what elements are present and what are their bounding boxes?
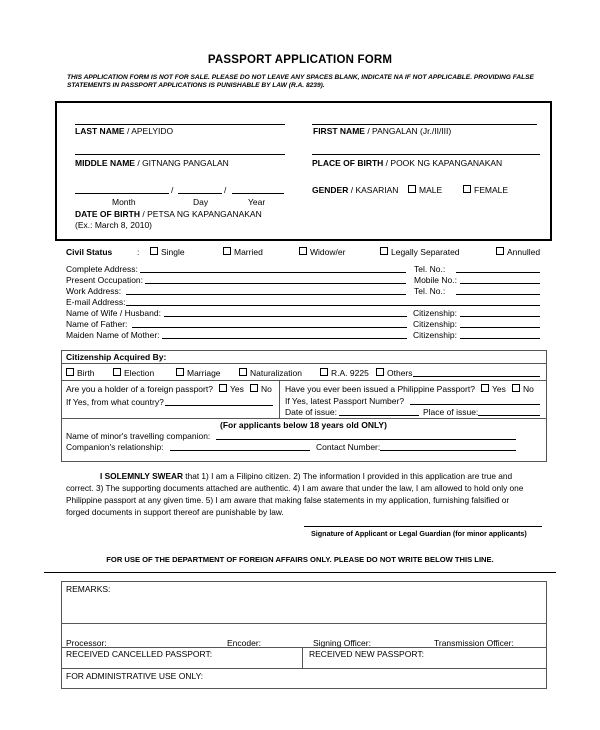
admin-use-label: FOR ADMINISTRATIVE USE ONLY: xyxy=(66,671,204,681)
first-name-label: FIRST NAME / PANGALAN (Jr./II/III) xyxy=(313,126,452,136)
table-column-divider xyxy=(279,380,280,418)
signing-officer-label: Signing Officer: xyxy=(313,638,371,648)
middle-name-field[interactable] xyxy=(75,154,285,155)
companion-name-input[interactable] xyxy=(216,439,516,440)
tel-no-label: Tel. No.: xyxy=(414,264,446,274)
dob-month-label: Month xyxy=(112,197,136,207)
latest-passport-input[interactable] xyxy=(410,404,540,405)
dob-day-field[interactable] xyxy=(178,193,222,194)
mobile-no-label: Mobile No.: xyxy=(414,275,457,285)
widow-checkbox[interactable] xyxy=(299,247,307,255)
dob-month-field[interactable] xyxy=(75,193,169,194)
table-divider-2 xyxy=(61,380,547,381)
date-of-issue-input[interactable] xyxy=(339,415,419,416)
transmission-officer-label: Transmission Officer: xyxy=(434,638,514,648)
civil-status-colon: : xyxy=(137,247,140,257)
companion-contact-input[interactable] xyxy=(380,450,516,451)
acquired-others-option[interactable]: Others xyxy=(376,368,413,378)
middle-name-label: MIDDLE NAME / GITNANG PANGALAN xyxy=(75,158,229,168)
ra9225-checkbox[interactable] xyxy=(320,368,328,376)
male-checkbox[interactable] xyxy=(408,185,416,193)
citizenship-acquired-label: Citizenship Acquired By: xyxy=(66,352,167,362)
tel-no-input[interactable] xyxy=(456,272,540,273)
complete-address-input[interactable] xyxy=(140,272,406,273)
father-name-label: Name of Father: xyxy=(66,319,128,329)
issued-yes-checkbox[interactable] xyxy=(481,384,489,392)
place-of-birth-field[interactable] xyxy=(312,154,540,155)
issued-passport-question: Have you ever been issued a Philippine Passport? xyxy=(285,384,475,394)
place-of-birth-label: PLACE OF BIRTH / POOK NG KAPANGANAKAN xyxy=(312,158,503,168)
received-cancelled-label: RECEIVED CANCELLED PASSPORT: xyxy=(66,649,213,659)
remarks-divider xyxy=(61,623,547,624)
naturalization-checkbox[interactable] xyxy=(239,368,247,376)
dob-year-label: Year xyxy=(248,197,266,207)
last-name-field[interactable] xyxy=(75,124,285,125)
gender-female-option[interactable]: FEMALE xyxy=(463,185,508,195)
companion-relationship-input[interactable] xyxy=(170,450,310,451)
date-of-issue-label: Date of issue: xyxy=(285,407,337,417)
oath-line-4: forged documents in support thereof are punishable by law. xyxy=(66,507,284,517)
dob-year-field[interactable] xyxy=(232,193,284,194)
spouse-name-label: Name of Wife / Husband: xyxy=(66,308,161,318)
email-address-input[interactable] xyxy=(126,305,540,306)
mother-name-label: Maiden Name of Mother: xyxy=(66,330,160,340)
table-divider-3 xyxy=(61,418,547,419)
gender-label: GENDER / KASARIAN xyxy=(312,185,399,195)
foreign-no-option[interactable]: No xyxy=(250,384,272,394)
first-name-field[interactable] xyxy=(312,124,537,125)
others-input[interactable] xyxy=(413,376,540,377)
issued-no-option[interactable]: No xyxy=(512,384,534,394)
companion-name-label: Name of minor's travelling companion: xyxy=(66,431,211,441)
received-divider xyxy=(61,668,547,669)
present-occupation-input[interactable] xyxy=(145,283,406,284)
oath-line-2: correct. 3) The supporting documents attached are authentic. 4) I am aware that under the law, I am allowed to hold only one xyxy=(66,483,524,493)
do-not-write-line xyxy=(44,572,556,573)
civil-annulled-option[interactable]: Annulled xyxy=(496,247,540,257)
mother-citizenship-label: Citizenship: xyxy=(413,330,457,340)
mobile-no-input[interactable] xyxy=(460,283,540,284)
oath-line-1: I SOLEMNLY SWEAR that 1) I am a Filipino citizen. 2) The information I provided in this application are true and xyxy=(100,471,513,481)
civil-married-option[interactable]: Married xyxy=(223,247,263,257)
received-column-divider xyxy=(302,647,303,668)
dob-label: DATE OF BIRTH / PETSA NG KAPANGANAKAN xyxy=(75,209,262,219)
foreign-no-checkbox[interactable] xyxy=(250,384,258,392)
mother-citizenship-input[interactable] xyxy=(460,338,540,339)
companion-contact-label: Contact Number: xyxy=(316,442,381,452)
encoder-label: Encoder: xyxy=(227,638,262,648)
foreign-yes-checkbox[interactable] xyxy=(219,384,227,392)
signature-label: Signature of Applicant or Legal Guardian (for minor applicants) xyxy=(311,529,527,538)
oath-line-3: Philippine passport at any given time. 5) I am aware that making false statements in my application, furnishing falsified or xyxy=(66,495,510,505)
civil-single-option[interactable]: Single xyxy=(150,247,185,257)
dob-example: (Ex.: March 8, 2010) xyxy=(75,220,153,230)
form-title: PASSPORT APPLICATION FORM xyxy=(207,54,393,66)
minors-header: (For applicants below 18 years old ONLY) xyxy=(220,420,387,430)
place-of-issue-label: Place of issue: xyxy=(423,407,479,417)
others-checkbox[interactable] xyxy=(376,368,384,376)
civil-widow-option[interactable]: Widow/er xyxy=(299,247,345,257)
birth-checkbox[interactable] xyxy=(66,368,74,376)
civil-status-label: Civil Status xyxy=(66,247,113,257)
latest-passport-label: If Yes, latest Passport Number? xyxy=(285,396,405,406)
spouse-citizenship-label: Citizenship: xyxy=(413,308,457,318)
spouse-name-input[interactable] xyxy=(164,316,407,317)
work-address-input[interactable] xyxy=(126,294,406,295)
remarks-label: REMARKS: xyxy=(66,584,111,594)
processor-label: Processor: xyxy=(66,638,107,648)
place-of-issue-input[interactable] xyxy=(478,415,540,416)
acquired-ra9225-option[interactable]: R.A. 9225 xyxy=(320,368,369,378)
work-tel-no-input[interactable] xyxy=(456,294,540,295)
dob-separator-1: / xyxy=(171,185,174,195)
single-checkbox[interactable] xyxy=(150,247,158,255)
acquired-marriage-option[interactable]: Marriage xyxy=(176,368,221,378)
mother-name-input[interactable] xyxy=(162,338,407,339)
present-occupation-label: Present Occupation: xyxy=(66,275,144,285)
marriage-checkbox[interactable] xyxy=(176,368,184,376)
annulled-checkbox[interactable] xyxy=(496,247,504,255)
companion-relationship-label: Companion's relationship: xyxy=(66,442,164,452)
complete-address-label: Complete Address: xyxy=(66,264,138,274)
foreign-yes-option[interactable]: Yes xyxy=(219,384,244,394)
received-new-label: RECEIVED NEW PASSPORT: xyxy=(309,649,424,659)
separated-checkbox[interactable] xyxy=(380,247,388,255)
last-name-label: LAST NAME / APELYIDO xyxy=(75,126,174,136)
foreign-country-label: If Yes, from what country? xyxy=(66,397,164,407)
issued-no-checkbox[interactable] xyxy=(512,384,520,392)
foreign-country-input[interactable] xyxy=(165,405,273,406)
email-address-label: E-mail Address: xyxy=(66,297,126,307)
father-citizenship-input[interactable] xyxy=(460,327,540,328)
spouse-citizenship-input[interactable] xyxy=(460,316,540,317)
gender-male-option[interactable]: MALE xyxy=(408,185,442,195)
dfa-notice: FOR USE OF THE DEPARTMENT OF FOREIGN AFFAIRS ONLY. PLEASE DO NOT WRITE BELOW THIS LINE. xyxy=(106,555,494,564)
table-divider-1 xyxy=(61,363,547,364)
father-citizenship-label: Citizenship: xyxy=(413,319,457,329)
election-checkbox[interactable] xyxy=(113,368,121,376)
notice-line-2: STATEMENTS IN PASSPORT APPLICATIONS IS PUNISHABLE BY LAW (R.A. 8239). xyxy=(67,82,325,89)
acquired-birth-option[interactable]: Birth xyxy=(66,368,94,378)
issued-yes-option[interactable]: Yes xyxy=(481,384,506,394)
father-name-input[interactable] xyxy=(132,327,407,328)
signature-input[interactable] xyxy=(304,526,542,527)
married-checkbox[interactable] xyxy=(223,247,231,255)
foreign-passport-question: Are you a holder of a foreign passport? xyxy=(66,384,213,394)
dob-separator-2: / xyxy=(224,185,227,195)
acquired-naturalization-option[interactable]: Naturalization xyxy=(239,368,302,378)
civil-separated-option[interactable]: Legally Separated xyxy=(380,247,460,257)
work-tel-no-label: Tel. No.: xyxy=(414,286,446,296)
dob-day-label: Day xyxy=(193,197,209,207)
work-address-label: Work Address: xyxy=(66,286,122,296)
acquired-election-option[interactable]: Election xyxy=(113,368,154,378)
notice-line-1: THIS APPLICATION FORM IS NOT FOR SALE. PLEASE DO NOT LEAVE ANY SPACES BLANK, INDICATE NA IF NOT APPLICABLE. PROVIDING FALSE xyxy=(67,74,534,81)
female-checkbox[interactable] xyxy=(463,185,471,193)
